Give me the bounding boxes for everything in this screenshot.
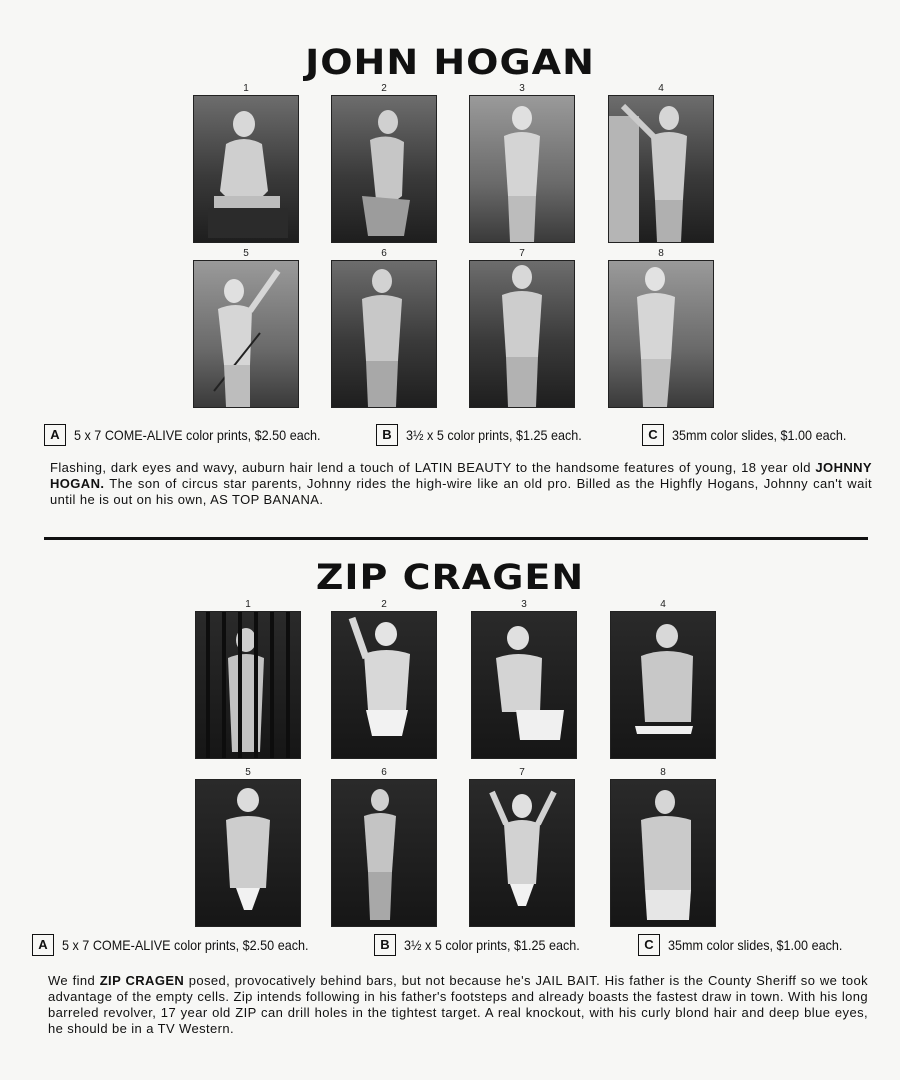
- photo-item-5[interactable]: [195, 766, 301, 927]
- option-b[interactable]: [374, 934, 599, 956]
- photo-man-back-view-icon: [610, 611, 716, 759]
- photo-item-2[interactable]: [331, 598, 437, 759]
- photo-standing-man-icon: [608, 260, 714, 408]
- option-letter[interactable]: B: [374, 934, 396, 956]
- photo-number: 5: [245, 767, 251, 778]
- photo-standing-man-icon: [195, 779, 301, 927]
- model-title: JOHN HOGAN: [305, 41, 595, 83]
- photo-item-7[interactable]: [469, 247, 575, 408]
- photo-number: 6: [381, 767, 387, 778]
- option-label: 35mm color slides, $1.00 each.: [668, 937, 843, 953]
- photo-standing-man-icon: [608, 95, 714, 243]
- section-divider: [44, 537, 868, 540]
- option-label: 35mm color slides, $1.00 each.: [672, 427, 847, 443]
- option-letter[interactable]: A: [44, 424, 66, 446]
- option-label: 5 x 7 COME-ALIVE color prints, $2.50 each.: [74, 427, 321, 443]
- photo-standing-man-icon: [469, 779, 575, 927]
- photo-item-3[interactable]: [469, 82, 575, 243]
- photo-standing-man-icon: [471, 611, 577, 759]
- option-label: 3½ x 5 color prints, $1.25 each.: [404, 937, 580, 953]
- option-c[interactable]: [638, 934, 862, 956]
- photo-number: 3: [521, 599, 527, 610]
- photo-item-5[interactable]: [193, 247, 299, 408]
- photo-number: 4: [660, 599, 666, 610]
- option-label: 3½ x 5 color prints, $1.25 each.: [406, 427, 582, 443]
- photo-item-1[interactable]: [195, 598, 301, 759]
- option-letter[interactable]: C: [642, 424, 664, 446]
- option-letter[interactable]: C: [638, 934, 660, 956]
- photo-standing-man-icon: [331, 779, 437, 927]
- photo-seated-man-icon: [331, 95, 437, 243]
- photo-standing-man-icon: [193, 260, 299, 408]
- option-label: 5 x 7 COME-ALIVE color prints, $2.50 each.: [62, 937, 309, 953]
- model-description: [50, 460, 872, 508]
- photo-item-4[interactable]: [608, 82, 714, 243]
- photo-item-7[interactable]: [469, 766, 575, 927]
- photo-standing-man-icon: [331, 260, 437, 408]
- photo-standing-man-icon: [331, 611, 437, 759]
- photo-man-back-view-icon: [610, 779, 716, 927]
- photo-item-8[interactable]: [608, 247, 714, 408]
- photo-item-3[interactable]: [471, 598, 577, 759]
- photo-number: 8: [658, 248, 664, 259]
- photo-item-6[interactable]: [331, 766, 437, 927]
- photo-number: 6: [381, 248, 387, 259]
- photo-number: 2: [381, 599, 387, 610]
- photo-item-2[interactable]: [331, 82, 437, 243]
- photo-item-1[interactable]: [193, 82, 299, 243]
- photo-number: 7: [519, 767, 525, 778]
- photo-number: 4: [658, 83, 664, 94]
- photo-number: 7: [519, 248, 525, 259]
- option-a[interactable]: [44, 424, 348, 446]
- photo-standing-man-icon: [469, 260, 575, 408]
- photo-number: 1: [245, 599, 251, 610]
- photo-number: 3: [519, 83, 525, 94]
- model-name-bold: ZIP CRAGEN: [99, 973, 185, 988]
- order-options: [0, 424, 900, 450]
- photo-standing-man-icon: [469, 95, 575, 243]
- model-title: ZIP CRAGEN: [315, 556, 585, 598]
- order-options: [0, 934, 900, 960]
- photo-item-8[interactable]: [610, 766, 716, 927]
- option-letter[interactable]: B: [376, 424, 398, 446]
- description-text: Flashing, dark eyes and wavy, auburn hair lend a touch of LATIN BEAUTY to the handsome features of young, 18 year old: [50, 460, 816, 475]
- description-text: The son of circus star parents, Johnny rides the high-wire like an old pro. Billed as the Highfly Hogans, Johnny can't wait until he is out on his own, AS TOP BANANA.: [50, 476, 872, 507]
- photo-number: 8: [660, 767, 666, 778]
- photo-man-behind-bars-icon: [195, 611, 301, 759]
- model-name-bold: JOHNNY HOGAN.: [50, 460, 872, 491]
- photo-number: 5: [243, 248, 249, 259]
- photo-item-6[interactable]: [331, 247, 437, 408]
- description-text: We find: [48, 973, 100, 988]
- option-c[interactable]: [642, 424, 866, 446]
- photo-item-4[interactable]: [610, 598, 716, 759]
- option-b[interactable]: [376, 424, 601, 446]
- description-text: posed, provocatively behind bars, but not because he's JAIL BAIT. His father is the County Sheriff so we took advantage of the empty cells. Zip intends following in his father's footsteps and already boasts the fastest draw in town. With his long barreled revolver, 17 year old ZIP can drill holes in the tightest target. A real knockout, with his curly blond hair and deep blue eyes, he should be in a TV Western.: [48, 973, 868, 1036]
- option-letter[interactable]: A: [32, 934, 54, 956]
- model-description: [48, 973, 868, 1037]
- photo-number: 2: [381, 83, 387, 94]
- photo-seated-man-icon: [193, 95, 299, 243]
- photo-number: 1: [243, 83, 249, 94]
- option-a[interactable]: [32, 934, 336, 956]
